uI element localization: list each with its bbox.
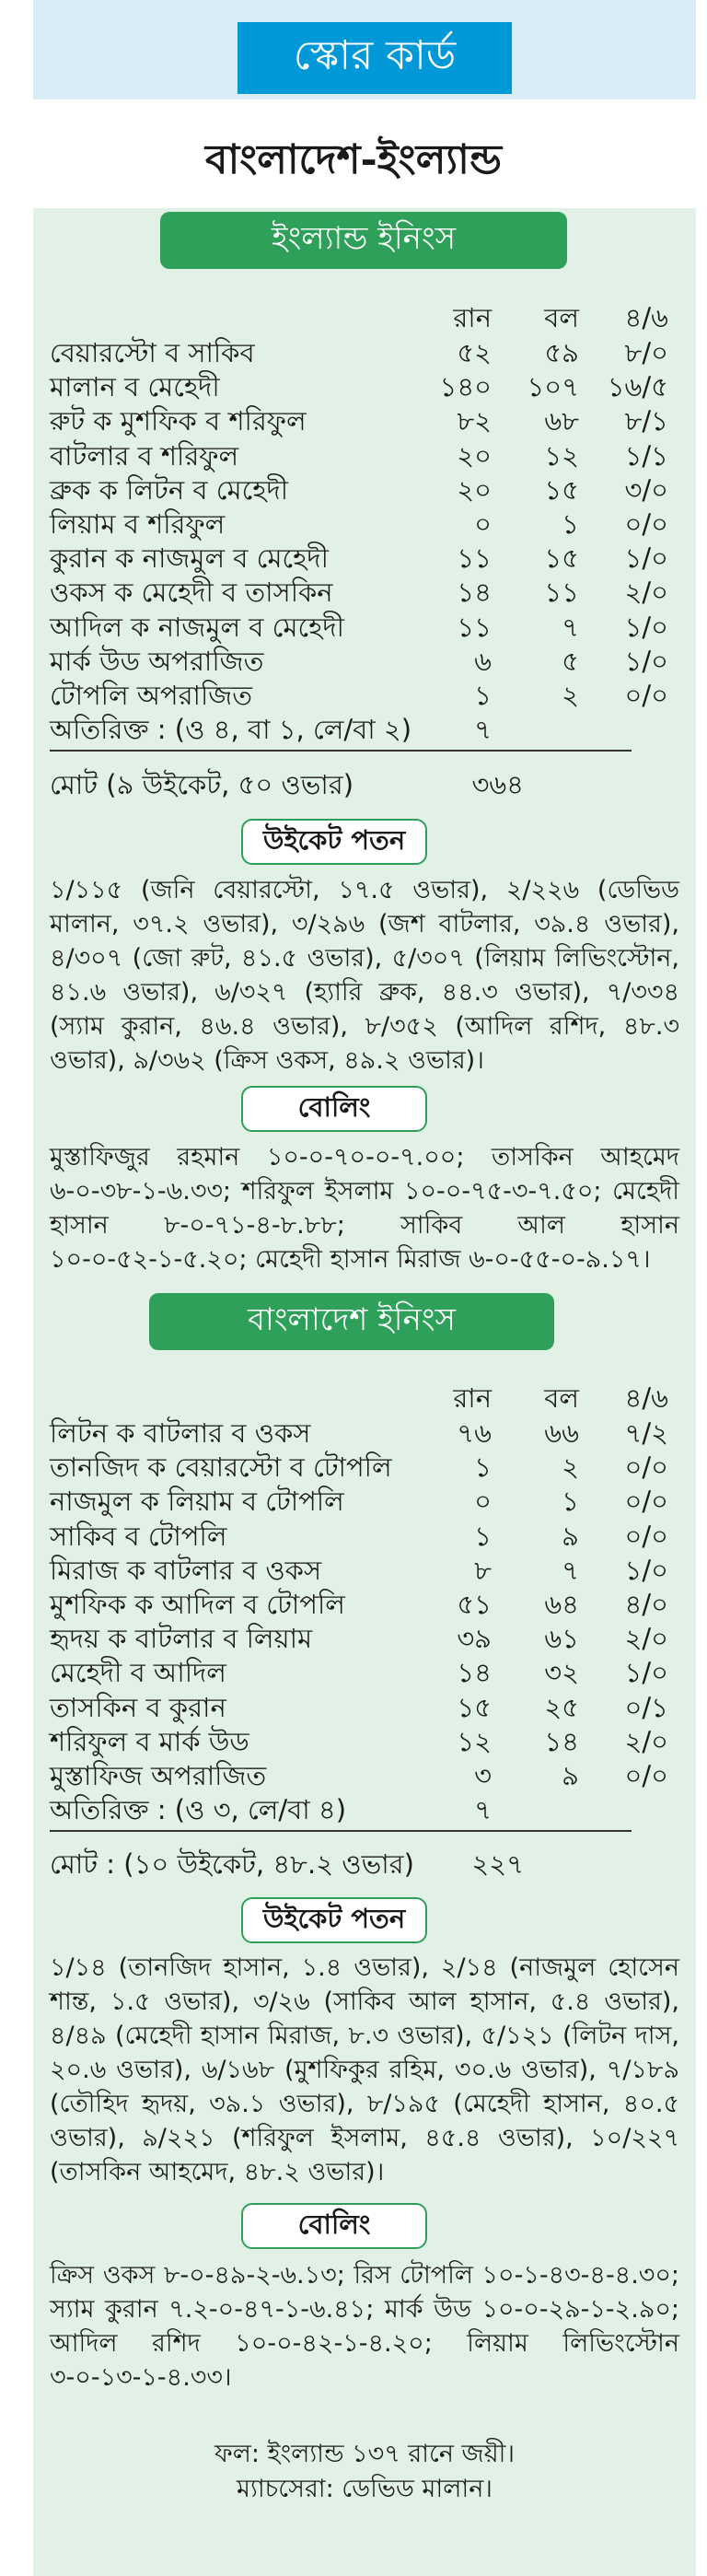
balls-cell: ১৪ bbox=[544, 1725, 579, 1757]
england-fow-text: ১/১১৫ (জনি বেয়ারস্টো, ১৭.৫ ওভার), ২/২২৬ (ডেভিড মালান, ৩৭.২ ওভার), ৩/২৯৬ (জশ বাটলার, ৩৯.৪ ওভার), ৪/৩০৭ (জো রুট, ৪১.৫ ওভার), ৫/৩০৭ (লিয়াম লিভিংস্টোন, ৪১.৬ ওভার), ৬/৩২৭ (হ্যারি ব্রুক, ৪৪.৩ ওভার), ৭/৩৩৪ (স্যাম কুরান, ৪৬.৪ ওভার), ৮/৩৫২ (আদিল রশিদ, ৪৮.৩ ওভার), ৯/৩৬২ (ক্রিস ওকস, ৪৯.২ ওভার)। bbox=[50, 876, 679, 1075]
balls-header: বল bbox=[544, 1382, 579, 1414]
batting-row bbox=[50, 678, 676, 713]
runs-cell: ২০ bbox=[457, 439, 492, 472]
bangladesh-bowling-heading: বোলিং bbox=[241, 2203, 427, 2249]
scorecard-panel bbox=[33, 208, 696, 2576]
runs-cell: ১৪০ bbox=[439, 371, 492, 403]
runs-cell: ৮ bbox=[474, 1554, 492, 1586]
batter-name: শরিফুল ব মার্ক উড bbox=[50, 1725, 249, 1757]
batting-row bbox=[50, 644, 676, 679]
batter-name: লিটন ক বাটলার ব ওকস bbox=[50, 1417, 311, 1449]
fours-sixes-header: ৪/৬ bbox=[624, 1382, 668, 1414]
batting-row bbox=[50, 1450, 676, 1485]
balls-cell: ৫ bbox=[562, 645, 579, 677]
batting-row bbox=[50, 1690, 676, 1725]
runs-header: রান bbox=[453, 302, 492, 333]
balls-cell: ১০৭ bbox=[527, 371, 579, 403]
balls-header: বল bbox=[544, 302, 579, 333]
balls-cell: ১৫ bbox=[544, 542, 579, 575]
runs-cell: ১৪ bbox=[457, 1657, 492, 1689]
runs-cell: ৭৬ bbox=[457, 1417, 492, 1449]
england-total-value: ৩৬৪ bbox=[471, 769, 524, 800]
batter-name: মালান ব মেহেদী bbox=[50, 371, 220, 403]
fours-sixes-cell: ২/০ bbox=[624, 1623, 668, 1655]
runs-cell: ১৫ bbox=[457, 1691, 492, 1723]
batting-row bbox=[50, 335, 676, 370]
balls-cell: ১ bbox=[562, 508, 579, 540]
runs-cell: ৭ bbox=[474, 714, 492, 746]
fours-sixes-cell: ৪/০ bbox=[624, 1589, 668, 1620]
fours-sixes-cell: ১/০ bbox=[624, 1554, 668, 1586]
runs-cell: ৬ bbox=[474, 645, 492, 677]
batter-name: মুশফিক ক আদিল ব টোপলি bbox=[50, 1589, 345, 1620]
fours-sixes-cell: ০/০ bbox=[624, 1760, 668, 1791]
batter-name: ব্রুক ক লিটন ব মেহেদী bbox=[50, 473, 288, 506]
batter-name: তাসকিন ব কুরান bbox=[50, 1691, 226, 1723]
batter-name: মিরাজ ক বাটলার ব ওকস bbox=[50, 1554, 322, 1586]
batting-row bbox=[50, 1621, 676, 1656]
header-banner bbox=[33, 0, 696, 99]
bangladesh-total-label: মোট : (১০ উইকেট, ৪৮.২ ওভার) bbox=[50, 1848, 414, 1880]
batting-row bbox=[50, 610, 676, 645]
batter-name: আদিল ক নাজমুল ব মেহেদী bbox=[50, 611, 344, 643]
batter-name: সাকিব ব টোপলি bbox=[50, 1520, 227, 1552]
fours-sixes-cell: ১/০ bbox=[624, 1657, 668, 1689]
england-total-label: মোট (৯ উইকেট, ৫০ ওভার) bbox=[50, 769, 354, 800]
bangladesh-innings-heading: বাংলাদেশ ইনিংস bbox=[149, 1293, 554, 1350]
batter-name: টোপলি অপরাজিত bbox=[50, 680, 252, 711]
fours-sixes-cell: ৮/১ bbox=[624, 405, 668, 437]
match-title: বাংলাদেশ-ইংল্যান্ড bbox=[204, 136, 503, 183]
fours-sixes-cell: ১৬/৫ bbox=[607, 371, 668, 403]
runs-cell: ৩৯ bbox=[457, 1623, 492, 1655]
batter-name: রুট ক মুশফিক ব শরিফুল bbox=[50, 405, 307, 437]
balls-cell: ৬৪ bbox=[544, 1589, 579, 1620]
batting-row bbox=[50, 1553, 676, 1588]
runs-cell: ১১ bbox=[457, 611, 492, 643]
runs-cell: ৭ bbox=[474, 1794, 492, 1826]
batting-row bbox=[50, 1484, 676, 1519]
batting-row bbox=[50, 472, 676, 507]
england-total bbox=[50, 766, 676, 803]
runs-cell: ২০ bbox=[457, 473, 492, 506]
runs-cell: ১ bbox=[474, 1520, 492, 1552]
balls-cell: ৩২ bbox=[544, 1657, 579, 1689]
balls-cell: ১১ bbox=[544, 577, 579, 609]
batter-name: নাজমুল ক লিয়াম ব টোপলি bbox=[50, 1486, 344, 1518]
batter-name: বেয়ারস্টো ব সাকিব bbox=[50, 337, 255, 368]
fours-sixes-header: ৪/৬ bbox=[624, 302, 668, 333]
balls-cell: ৬১ bbox=[544, 1623, 579, 1655]
batting-row bbox=[50, 712, 676, 747]
bangladesh-bowling-text: ক্রিস ওকস ৮-০-৪৯-২-৬.১৩; রিস টোপলি ১০-১-৪৩-৪-৪.৩০; স্যাম কুরান ৭.২-০-৪৭-১-৬.৪১; মার্ক উড ১০-০-২৯-১-২.৯০; আদিল রশিদ ১০-০-৪২-১-৪.২০; লিয়াম লিভিংস্টোন ৩-০-১৩-১-৪.৩৩। bbox=[50, 2261, 679, 2392]
batting-row bbox=[50, 369, 676, 404]
fours-sixes-cell: ১/০ bbox=[624, 611, 668, 643]
batting-row bbox=[50, 1519, 676, 1554]
batting-row bbox=[50, 1655, 676, 1690]
batter-name: হৃদয় ক বাটলার ব লিয়াম bbox=[50, 1623, 313, 1655]
balls-cell: ১৫ bbox=[544, 473, 579, 506]
bangladesh-fow-text: ১/১৪ (তানজিদ হাসান, ১.৪ ওভার), ২/১৪ (নাজমুল হোসেন শান্ত, ১.৫ ওভার), ৩/২৬ (সাকিব আল হাসান, ৫.৪ ওভার), ৪/৪৯ (মেহেদী হাসান মিরাজ, ৮.৩ ওভার), ৫/১২১ (লিটন দাস, ২০.৬ ওভার), ৬/১৬৮ (মুশফিকুর রহিম, ৩০.৬ ওভার), ৭/১৮৯ (তৌহিদ হৃদয়, ৩৯.১ ওভার), ৮/১৯৫ (মেহেদী হাসান, ৪০.৫ ওভার), ৯/২২১ (শরিফুল ইসলাম, ৪৫.৪ ওভার), ১০/২২৭ (তাসকিন আহমেদ, ৪৮.২ ওভার)। bbox=[50, 1953, 679, 2186]
batter-name: অতিরিক্ত : (ও ৪, বা ১, লে/বা ২) bbox=[50, 714, 412, 746]
runs-cell: ১৪ bbox=[457, 577, 492, 609]
england-fow-heading: উইকেট পতন bbox=[241, 819, 427, 865]
balls-cell: ২ bbox=[562, 1451, 579, 1484]
fours-sixes-cell: ৩/০ bbox=[624, 473, 668, 506]
balls-cell: ৯ bbox=[562, 1760, 579, 1791]
fours-sixes-cell: ০/০ bbox=[624, 1520, 668, 1552]
batter-name: অতিরিক্ত : (ও ৩, লে/বা ৪) bbox=[50, 1794, 347, 1826]
runs-cell: ০ bbox=[474, 508, 492, 540]
england-total-divider bbox=[50, 750, 632, 752]
runs-cell: ৮২ bbox=[457, 405, 492, 437]
batter-name: মেহেদী ব আদিল bbox=[50, 1657, 226, 1689]
batter-name: লিয়াম ব শরিফুল bbox=[50, 508, 226, 540]
balls-cell: ৯ bbox=[562, 1520, 579, 1552]
runs-cell: ১ bbox=[474, 680, 492, 711]
scorecard-title: স্কোর কার্ড bbox=[238, 22, 512, 94]
batting-row bbox=[50, 541, 676, 576]
batting-row bbox=[50, 1758, 676, 1793]
batting-row bbox=[50, 1792, 676, 1827]
fours-sixes-cell: ০/০ bbox=[624, 508, 668, 540]
runs-cell: ৩ bbox=[474, 1760, 492, 1791]
fours-sixes-cell: ১/১ bbox=[624, 439, 668, 472]
england-column-headers bbox=[50, 300, 676, 335]
balls-cell: ৬৬ bbox=[544, 1417, 579, 1449]
match-result: ফল: ইংল্যান্ড ১৩৭ রানে জয়ী। bbox=[214, 2440, 515, 2468]
balls-cell: ৬৮ bbox=[544, 405, 579, 437]
balls-cell: ৭ bbox=[562, 611, 579, 643]
runs-cell: ৫২ bbox=[457, 337, 492, 368]
balls-cell: ২৫ bbox=[544, 1691, 579, 1723]
player-of-match: ম্যাচসেরা: ডেভিড মালান। bbox=[237, 2475, 493, 2503]
runs-header: রান bbox=[453, 1382, 492, 1414]
batter-name: ওকস ক মেহেদী ব তাসকিন bbox=[50, 577, 333, 609]
balls-cell: ২ bbox=[562, 680, 579, 711]
runs-cell: ০ bbox=[474, 1486, 492, 1518]
fours-sixes-cell: ৮/০ bbox=[624, 337, 668, 368]
fours-sixes-cell: ১/০ bbox=[624, 542, 668, 575]
england-bowling-text: মুস্তাফিজুর রহমান ১০-০-৭০-০-৭.০০; তাসকিন আহমেদ ৬-০-৩৮-১-৬.৩৩; শরিফুল ইসলাম ১০-০-৭৫-৩-৭.৫০; মেহেদী হাসান ৮-০-৭১-৪-৮.৮৮; সাকিব আল হাসান ১০-০-৫২-১-৫.২০; মেহেদী হাসান মিরাজ ৬-০-৫৫-০-৯.১৭। bbox=[50, 1143, 679, 1274]
balls-cell: ১২ bbox=[544, 439, 579, 472]
runs-cell: ৫১ bbox=[457, 1589, 492, 1620]
england-bowling-heading: বোলিং bbox=[241, 1086, 427, 1132]
batting-row bbox=[50, 438, 676, 473]
runs-cell: ১২ bbox=[457, 1725, 492, 1757]
fours-sixes-cell: ০/০ bbox=[624, 680, 668, 711]
bangladesh-total-value: ২২৭ bbox=[471, 1848, 524, 1880]
batting-row bbox=[50, 1724, 676, 1759]
fours-sixes-cell: ১/০ bbox=[624, 645, 668, 677]
balls-cell: ৫৯ bbox=[544, 337, 579, 368]
fours-sixes-cell: ২/০ bbox=[624, 577, 668, 609]
batting-row bbox=[50, 403, 676, 438]
batting-row bbox=[50, 507, 676, 542]
batter-name: বাটলার ব শরিফুল bbox=[50, 439, 239, 472]
fours-sixes-cell: ০/১ bbox=[624, 1691, 668, 1723]
batter-name: মার্ক উড অপরাজিত bbox=[50, 645, 264, 677]
batter-name: মুস্তাফিজ অপরাজিত bbox=[50, 1760, 267, 1791]
batter-name: তানজিদ ক বেয়ারস্টো ব টোপলি bbox=[50, 1451, 392, 1484]
batting-row bbox=[50, 1416, 676, 1451]
balls-cell: ১ bbox=[562, 1486, 579, 1518]
fours-sixes-cell: ০/০ bbox=[624, 1486, 668, 1518]
runs-cell: ১ bbox=[474, 1451, 492, 1484]
bangladesh-column-headers bbox=[50, 1381, 676, 1416]
fours-sixes-cell: ২/০ bbox=[624, 1725, 668, 1757]
runs-cell: ১১ bbox=[457, 542, 492, 575]
batting-row bbox=[50, 1587, 676, 1622]
batter-name: কুরান ক নাজমুল ব মেহেদী bbox=[50, 542, 329, 575]
batting-row bbox=[50, 575, 676, 610]
bangladesh-total bbox=[50, 1846, 676, 1882]
fours-sixes-cell: ৭/২ bbox=[624, 1417, 668, 1449]
fours-sixes-cell: ০/০ bbox=[624, 1451, 668, 1484]
bangladesh-fow-heading: উইকেট পতন bbox=[241, 1897, 427, 1943]
england-innings-heading: ইংল্যান্ড ইনিংস bbox=[160, 212, 567, 269]
bangladesh-total-divider bbox=[50, 1830, 632, 1832]
balls-cell: ৭ bbox=[562, 1554, 579, 1586]
